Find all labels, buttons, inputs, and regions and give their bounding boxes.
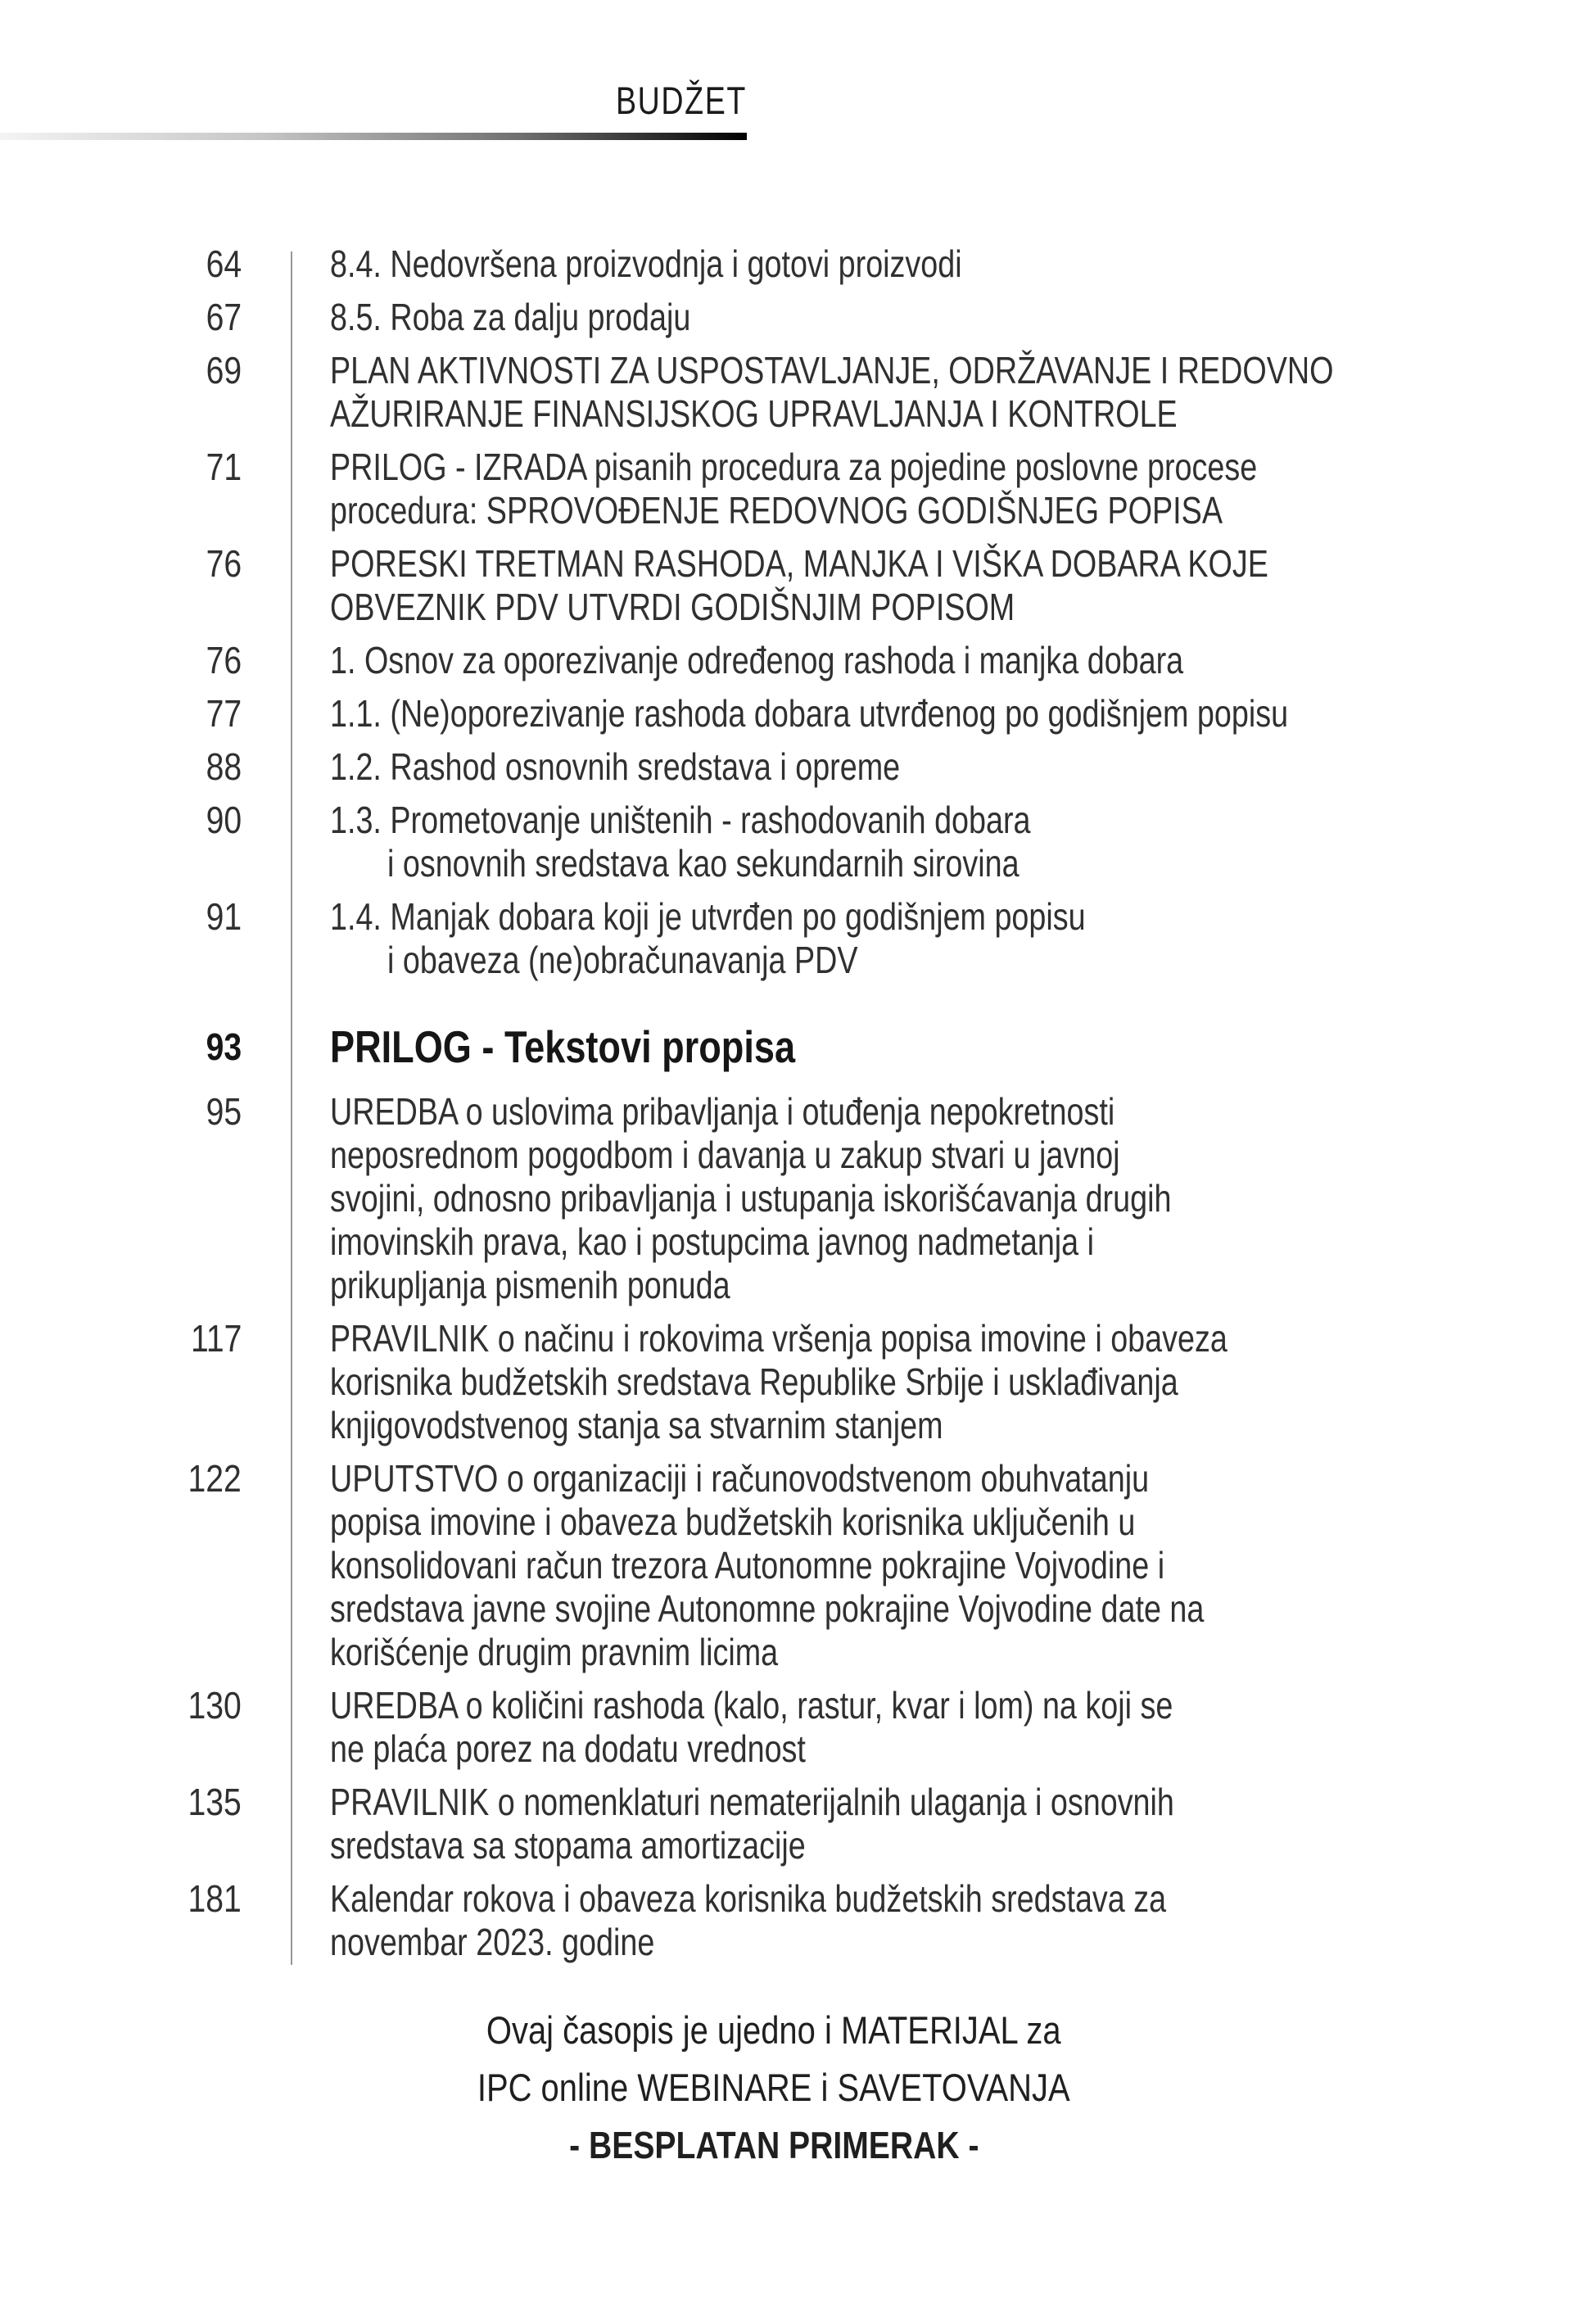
toc-entry-title-line: 8.5. Roba za dalju prodaju — [330, 296, 691, 338]
toc-entry-title-line: knjigovodstvenog stanja sa stvarnim stanjem — [330, 1404, 943, 1446]
toc-entry-title — [330, 895, 1539, 982]
toc-entry-title-line: korisnika budžetskih sredstava Republike Srbije i usklađivanja — [330, 1360, 1178, 1403]
toc-entry-title-line: novembar 2023. godine — [330, 1921, 655, 1963]
toc-entry-title-line: 1.4. Manjak dobara koji je utvrđen po godišnjem popisu — [330, 895, 1086, 938]
toc-entry-row — [115, 1317, 1539, 1447]
toc-entry-title — [330, 296, 1539, 339]
toc-page-number: 181 — [188, 1877, 242, 1920]
toc-entry-title — [330, 799, 1539, 885]
toc-page-number: 76 — [206, 542, 242, 585]
toc-entry-title-line: ne plaća porez na dodatu vrednost — [330, 1727, 806, 1770]
toc-entry-row — [115, 692, 1539, 736]
footer-note-line-1: Ovaj časopis je ujedno i MATERIJAL za — [486, 2008, 1061, 2052]
toc-entry-title-line: PLAN AKTIVNOSTI ZA USPOSTAVLJANJE, ODRŽAVANJE I REDOVNO — [330, 349, 1334, 392]
toc-page-number: 117 — [190, 1317, 242, 1360]
toc-entry-title — [330, 745, 1539, 789]
toc-entry-row — [115, 1090, 1539, 1307]
toc-entry-row — [115, 1877, 1539, 1964]
toc-page-number: 90 — [206, 799, 242, 841]
toc-entry-title-line: konsolidovani račun trezora Autonomne pokrajine Vojvodine i — [330, 1544, 1165, 1586]
page-header-title-text: BUDŽET — [616, 79, 747, 122]
toc-entry-title-line: korišćenje drugim pravnim licima — [330, 1631, 779, 1673]
toc-page-number: 88 — [206, 745, 242, 788]
toc-entry-title — [330, 692, 1539, 736]
toc-entry-title-line: popisa imovine i obaveza budžetskih korisnika uključenih u — [330, 1500, 1136, 1543]
toc-entry-title-line: Kalendar rokova i obaveza korisnika budžetskih sredstava za — [330, 1877, 1167, 1920]
toc-entry-title-line: 1.2. Rashod osnovnih sredstava i opreme — [330, 745, 901, 788]
toc-page-number: 91 — [206, 895, 242, 938]
toc-entry-title — [330, 1090, 1539, 1307]
toc-entry-title — [330, 542, 1539, 629]
toc-entry-title — [330, 446, 1539, 532]
table-of-contents — [115, 242, 1539, 1974]
toc-entry-title-line: 1. Osnov za oporezivanje određenog rashoda i manjka dobara — [330, 639, 1184, 681]
toc-page-number: 76 — [206, 639, 242, 681]
toc-page-number: 93 — [206, 1025, 242, 1068]
toc-entry-row — [115, 1781, 1539, 1867]
toc-entry-title — [330, 242, 1539, 286]
toc-section-heading-title — [330, 1020, 1539, 1074]
footer-note-line-3: - BESPLATAN PRIMERAK - — [568, 2124, 979, 2166]
toc-entry-title — [330, 1877, 1539, 1964]
toc-entry-title-line: PRILOG - IZRADA pisanih procedura za pojedine poslovne procese — [330, 446, 1258, 488]
toc-entry-row — [115, 446, 1539, 532]
toc-entry-title-line: PRAVILNIK o nomenklaturi nematerijalnih ulaganja i osnovnih — [330, 1781, 1174, 1823]
toc-entry-title-line: 8.4. Nedovršena proizvodnja i gotovi proizvodi — [330, 242, 962, 285]
toc-page-number: 77 — [206, 692, 242, 735]
toc-page-number: 130 — [188, 1684, 242, 1727]
toc-entry-title-line: svojini, odnosno pribavljanja i ustupanja iskorišćavanja drugih — [330, 1177, 1172, 1220]
toc-entry-title-line: UREDBA o količini rashoda (kalo, rastur, kvar i lom) na koji se — [330, 1684, 1173, 1727]
toc-entry-row — [115, 799, 1539, 885]
toc-page-number: 67 — [206, 296, 242, 338]
toc-entry-title-line: sredstava sa stopama amortizacije — [330, 1824, 806, 1867]
toc-entry-title-line: PRAVILNIK o načinu i rokovima vršenja popisa imovine i obaveza — [330, 1317, 1228, 1360]
toc-entry-title — [330, 1781, 1539, 1867]
toc-entry-title-line: imovinskih prava, kao i postupcima javnog nadmetanja i — [330, 1220, 1095, 1263]
toc-entry-title — [330, 1317, 1539, 1447]
toc-entry-title-line: 1.1. (Ne)oporezivanje rashoda dobara utvrđenog po godišnjem popisu — [330, 692, 1289, 735]
toc-entry-row — [115, 296, 1539, 339]
toc-entry-title — [330, 639, 1539, 682]
toc-entry-title — [330, 349, 1539, 436]
toc-entry-title-line: sredstava javne svojine Autonomne pokrajine Vojvodine date na — [330, 1587, 1205, 1630]
toc-section-heading-row — [115, 1020, 1539, 1074]
toc-entry-title-line: prikupljanja pismenih ponuda — [330, 1264, 730, 1306]
toc-entry-title-line: PRILOG - Tekstovi propisa — [330, 1021, 796, 1072]
toc-page-number: 69 — [206, 349, 242, 392]
toc-page-number: 135 — [188, 1781, 242, 1823]
page-header-title — [0, 78, 747, 124]
toc-entry-row — [115, 349, 1539, 436]
toc-entry-title-line: OBVEZNIK PDV UTVRDI GODIŠNJIM POPISOM — [330, 586, 1015, 628]
toc-entry-row — [115, 1457, 1539, 1674]
toc-entry-title-line: UPUTSTVO o organizaciji i računovodstvenom obuhvatanju — [330, 1457, 1150, 1500]
toc-page-number: 122 — [188, 1457, 242, 1500]
toc-entry-row — [115, 542, 1539, 629]
toc-entry-row — [115, 745, 1539, 789]
footer-note-line-2: IPC online WEBINARE i SAVETOVANJA — [477, 2066, 1070, 2109]
toc-page-number: 71 — [206, 446, 242, 488]
toc-entry-title-line: AŽURIRANJE FINANSIJSKOG UPRAVLJANJA I KONTROLE — [330, 392, 1178, 435]
toc-entry-title-line: 1.3. Prometovanje uništenih - rashodovanih dobara — [330, 799, 1031, 841]
toc-entry-row — [115, 242, 1539, 286]
header-gradient-rule — [0, 133, 747, 140]
toc-entry-row — [115, 895, 1539, 982]
toc-entry-row — [115, 639, 1539, 682]
toc-entry-title — [330, 1684, 1539, 1771]
toc-page-number: 95 — [206, 1090, 242, 1133]
toc-entry-row — [115, 1684, 1539, 1771]
toc-entry-title-line: neposrednom pogodbom i davanja u zakup stvari u javnoj — [330, 1134, 1120, 1176]
toc-entry-title-line: UREDBA o uslovima pribavljanja i otuđenja nepokretnosti — [330, 1090, 1115, 1133]
toc-entry-title-line: procedura: SPROVOĐENJE REDOVNOG GODIŠNJEG POPISA — [330, 489, 1223, 532]
toc-page-number: 64 — [206, 242, 242, 285]
toc-entry-title-line: i osnovnih sredstava kao sekundarnih sirovina — [387, 842, 1020, 885]
toc-entry-title-line: PORESKI TRETMAN RASHODA, MANJKA I VIŠKA DOBARA KOJE — [330, 542, 1268, 585]
footer-note — [0, 2002, 1548, 2174]
toc-entry-title-line: i obaveza (ne)obračunavanja PDV — [387, 939, 858, 981]
toc-entry-title — [330, 1457, 1539, 1674]
